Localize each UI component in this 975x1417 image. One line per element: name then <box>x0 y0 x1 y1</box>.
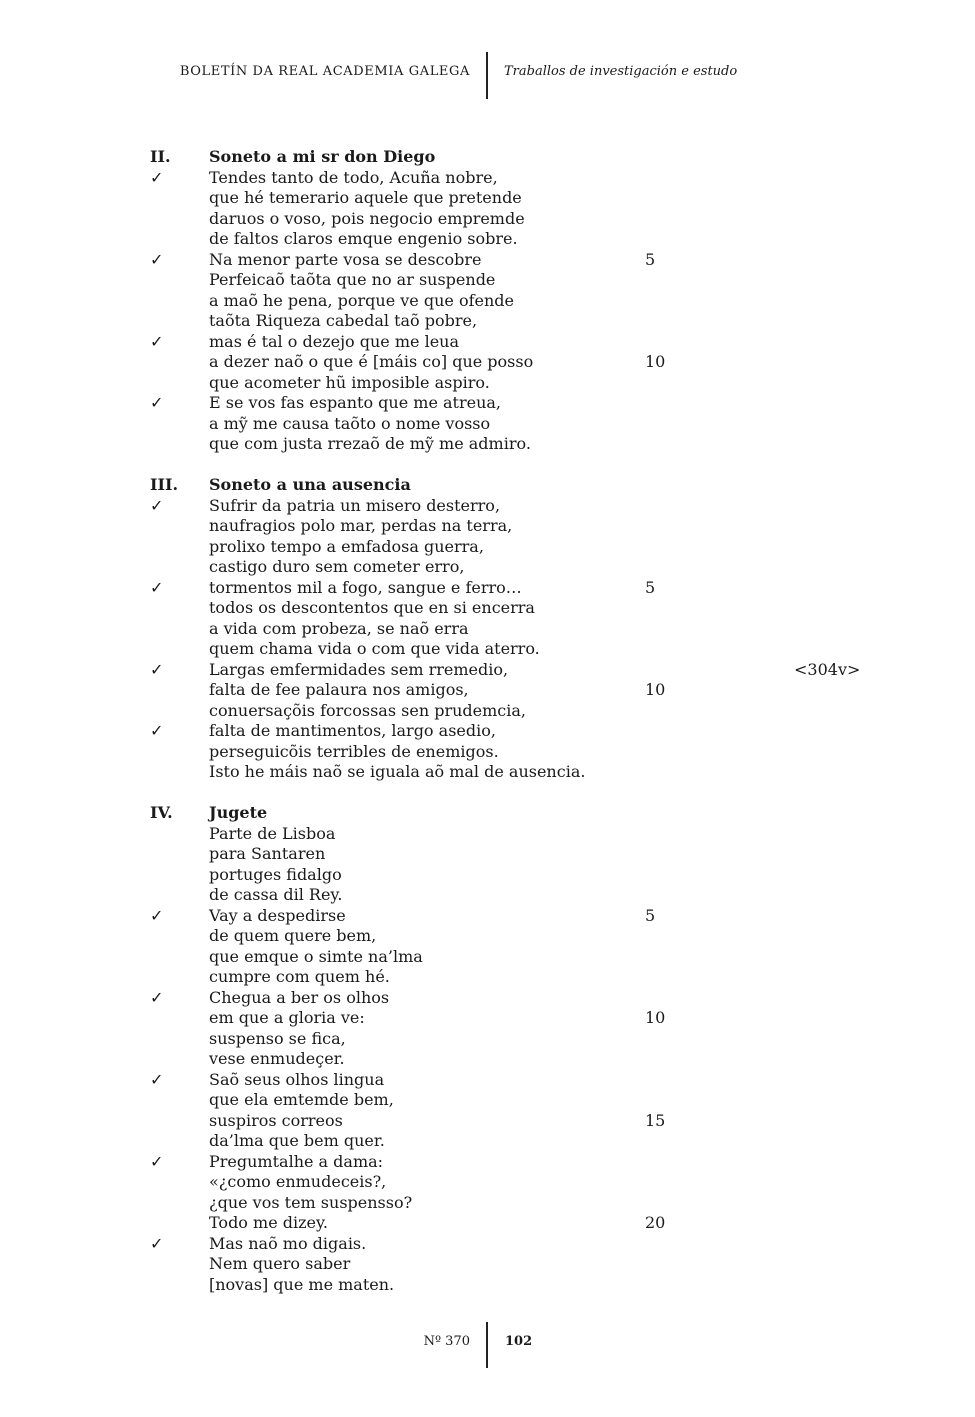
verse-line <box>0 1111 975 1132</box>
verse-text: conuersaçõis forcossas sen prudemcia, <box>209 700 526 720</box>
verse-text: naufragios polo mar, perdas na terra, <box>209 516 513 535</box>
verse-text: cumpre com quem hé. <box>209 967 390 986</box>
verse-text: E se vos fas espanto que me atreua, <box>209 393 502 412</box>
verse-line <box>0 168 975 189</box>
issue-number: Nº 370 <box>423 1334 470 1349</box>
verse-line <box>0 988 975 1009</box>
poem-numeral: IV. <box>150 803 173 822</box>
stanza-gap <box>0 455 975 476</box>
check-icon: ✓ <box>150 721 164 740</box>
check-icon: ✓ <box>150 1233 164 1253</box>
poem-numeral: III. <box>150 475 179 494</box>
verse-text: Perfeicaõ taõta que no ar suspende <box>209 270 496 289</box>
verse-text: suspenso se fica, <box>209 1028 346 1048</box>
verse-text: da’lma que bem quer. <box>209 1131 385 1150</box>
verse-text: Tendes tanto de todo, Acuña nobre, <box>209 167 498 187</box>
verse-text: a dezer naõ o que é [máis co] que posso <box>209 352 534 371</box>
verse-text: mas é tal o dezejo que me leua <box>209 331 459 351</box>
verse-text: Saõ seus olhos lingua <box>209 1069 385 1089</box>
verse-line <box>0 844 975 865</box>
verse-text: Sufrir da patria un misero desterro, <box>209 495 501 515</box>
verse-line <box>0 1070 975 1091</box>
verse-text: vese enmudeçer. <box>209 1049 345 1068</box>
verse-line <box>0 967 975 988</box>
verse-line <box>0 188 975 209</box>
section-title: Traballos de investigación e estudo <box>504 64 738 79</box>
verse-text: falta de fee palaura nos amigos, <box>209 680 469 699</box>
verse-text: «¿como enmudeceis?, <box>209 1172 387 1191</box>
verse-line <box>0 639 975 660</box>
verse-line <box>0 516 975 537</box>
verse-line <box>0 393 975 414</box>
line-number: 20 <box>645 1213 666 1232</box>
verse-line <box>0 578 975 599</box>
verse-line <box>0 742 975 763</box>
verse-text: que acometer hũ imposible aspiro. <box>209 372 490 392</box>
verse-line <box>0 721 975 742</box>
verse-text: Nem quero saber <box>209 1254 351 1273</box>
journal-title: BOLETÍN DA REAL ACADEMIA GALEGA <box>179 64 470 79</box>
verse-line <box>0 332 975 353</box>
poem-body <box>0 147 975 1295</box>
check-icon: ✓ <box>150 167 164 187</box>
verse-line <box>0 291 975 312</box>
verse-line <box>0 1275 975 1296</box>
verse-line <box>0 270 975 291</box>
verse-line <box>0 496 975 517</box>
verse-text: Vay a despedirse <box>209 905 346 925</box>
verse-text: que ela emtemde bem, <box>209 1090 394 1109</box>
verse-text: taõta Riqueza cabedal taõ pobre, <box>209 311 478 330</box>
verse-line <box>0 352 975 373</box>
poem-title: Jugete <box>209 803 268 822</box>
verse-line <box>0 250 975 271</box>
verse-text: portuges fidalgo <box>209 864 342 884</box>
verse-text: de faltos claros emque engenio sobre. <box>209 229 518 248</box>
verse-text: ¿que vos tem suspensso? <box>209 1192 413 1212</box>
poem-title: Soneto a una ausencia <box>209 475 411 494</box>
verse-line <box>0 885 975 906</box>
verse-line <box>0 619 975 640</box>
verse-line <box>0 1193 975 1214</box>
poem-heading <box>0 147 975 168</box>
header-divider <box>486 52 488 99</box>
verse-text: a maõ he pena, porque ve que ofende <box>209 290 514 310</box>
verse-text: Isto he máis naõ se iguala aõ mal de ausencia. <box>209 762 586 781</box>
verse-line <box>0 947 975 968</box>
verse-text: Largas emfermidades sem rremedio, <box>209 659 509 679</box>
verse-line <box>0 701 975 722</box>
verse-text: prolixo tempo a emfadosa guerra, <box>209 536 484 556</box>
verse-line <box>0 373 975 394</box>
check-icon: ✓ <box>150 577 164 597</box>
verse-text: castigo duro sem cometer erro, <box>209 557 465 576</box>
verse-line <box>0 1213 975 1234</box>
verse-line <box>0 1049 975 1070</box>
check-icon: ✓ <box>150 495 164 515</box>
verse-line <box>0 660 975 681</box>
verse-text: falta de mantimentos, largo asedio, <box>209 721 496 740</box>
poem-numeral: II. <box>150 147 171 166</box>
line-number: 5 <box>645 577 656 597</box>
verse-line <box>0 414 975 435</box>
verse-line <box>0 680 975 701</box>
check-icon: ✓ <box>150 905 164 925</box>
verse-text: para Santaren <box>209 844 326 863</box>
verse-text: [novas] que me maten. <box>209 1274 395 1294</box>
verse-text: tormentos mil a fogo, sangue e ferro… <box>209 577 522 597</box>
verse-line <box>0 1090 975 1111</box>
verse-line <box>0 1029 975 1050</box>
footer-divider <box>486 1322 488 1368</box>
check-icon: ✓ <box>150 1069 164 1089</box>
check-icon: ✓ <box>150 393 164 412</box>
verse-line <box>0 1172 975 1193</box>
poem-heading <box>0 475 975 496</box>
verse-line <box>0 1254 975 1275</box>
verse-text: a mỹ me causa taõto o nome vosso <box>209 413 491 433</box>
verse-text: a vida com probeza, se naõ erra <box>209 618 469 638</box>
verse-line <box>0 557 975 578</box>
verse-line <box>0 906 975 927</box>
verse-line <box>0 537 975 558</box>
page-number: 102 <box>505 1334 533 1349</box>
check-icon: ✓ <box>150 331 164 351</box>
line-number: 10 <box>645 1008 666 1027</box>
poem-heading <box>0 803 975 824</box>
check-icon: ✓ <box>150 249 164 269</box>
verse-text: todos os descontentos que en si encerra <box>209 598 535 617</box>
verse-text: Na menor parte vosa se descobre <box>209 249 482 269</box>
check-icon: ✓ <box>150 987 164 1007</box>
check-icon: ✓ <box>150 659 164 679</box>
verse-line <box>0 209 975 230</box>
verse-line <box>0 926 975 947</box>
verse-text: Parte de Lisboa <box>209 823 336 843</box>
verse-line <box>0 1152 975 1173</box>
verse-text: de quem quere bem, <box>209 926 377 945</box>
verse-text: de cassa dil Rey. <box>209 885 343 904</box>
poem-title: Soneto a mi sr don Diego <box>209 147 436 166</box>
line-number: 10 <box>645 352 666 371</box>
verse-text: perseguicõis terribles de enemigos. <box>209 741 499 761</box>
verse-line <box>0 1234 975 1255</box>
line-number: 15 <box>645 1110 666 1130</box>
verse-line <box>0 1131 975 1152</box>
verse-text: quem chama vida o com que vida aterro. <box>209 639 540 658</box>
verse-text: daruos o voso, pois negocio empremde <box>209 208 525 228</box>
verse-text: Mas naõ mo digais. <box>209 1233 367 1253</box>
folio-marker: <304v> <box>794 659 861 679</box>
verse-text: Todo me dizey. <box>209 1213 329 1232</box>
verse-line <box>0 824 975 845</box>
verse-text: suspiros correos <box>209 1110 343 1130</box>
verse-text: em que a gloria ve: <box>209 1008 365 1027</box>
verse-text: Chegua a ber os olhos <box>209 987 390 1007</box>
verse-line <box>0 434 975 455</box>
line-number: 5 <box>645 905 656 925</box>
verse-line <box>0 229 975 250</box>
verse-text: que emque o simte na’lma <box>209 946 423 966</box>
verse-text: que com justa rrezaõ de mỹ me admiro. <box>209 434 531 453</box>
verse-line <box>0 598 975 619</box>
verse-text: Pregumtalhe a dama: <box>209 1151 384 1171</box>
verse-text: que hé temerario aquele que pretende <box>209 188 522 207</box>
line-number: 5 <box>645 249 656 269</box>
line-number: 10 <box>645 680 666 699</box>
verse-line <box>0 311 975 332</box>
check-icon: ✓ <box>150 1151 164 1171</box>
verse-line <box>0 762 975 783</box>
verse-line <box>0 1008 975 1029</box>
verse-line <box>0 865 975 886</box>
stanza-gap <box>0 783 975 804</box>
